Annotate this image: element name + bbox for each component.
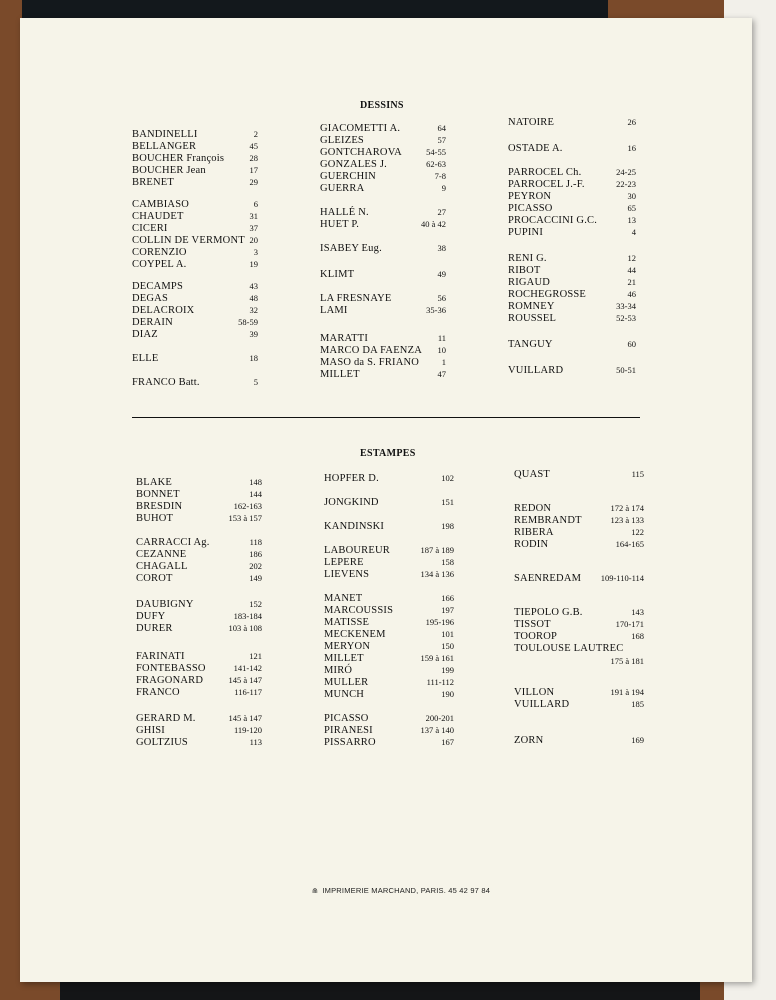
artist-name: JONGKIND [324, 497, 379, 508]
artist-name: MIRÓ [324, 665, 353, 676]
artist-name: DECAMPS [132, 281, 183, 292]
page-reference: 109-110-114 [600, 573, 644, 583]
artist-name: COYPEL A. [132, 259, 187, 270]
artist-name: PARROCEL Ch. [508, 167, 582, 178]
page-reference: 17 [249, 165, 258, 175]
page-reference: 46 [627, 289, 636, 299]
page-reference: 158 [441, 557, 454, 567]
index-entry [320, 182, 446, 195]
artist-name: GUERCHIN [320, 171, 376, 182]
page-reference: 187 à 189 [420, 545, 454, 555]
page-reference: 22-23 [616, 179, 636, 189]
page-reference: 195-196 [425, 617, 454, 627]
page-reference: 40 à 42 [420, 219, 446, 229]
artist-name: RODIN [514, 539, 549, 550]
page-reference: 166 [441, 593, 454, 603]
page-reference: 62-63 [426, 159, 446, 169]
page-reference: 26 [627, 117, 636, 127]
artist-name: PICASSO [324, 713, 369, 724]
artist-name: GONZALES J. [320, 159, 387, 170]
page-reference: 13 [627, 215, 636, 225]
artist-name: QUAST [514, 469, 551, 480]
estampes-column-1 [136, 476, 262, 756]
artist-name: MANET [324, 593, 363, 604]
index-entry [508, 226, 636, 239]
artist-name: TISSOT [514, 619, 551, 630]
index-entry [132, 352, 258, 365]
artist-name: FRANCO Batt. [132, 377, 200, 388]
artist-name: BLAKE [136, 477, 172, 488]
index-entry [324, 568, 454, 581]
index-entry [132, 376, 258, 389]
page-reference: 137 à 140 [420, 725, 454, 735]
index-entry [514, 698, 644, 711]
artist-name: BOUCHER Jean [132, 165, 206, 176]
page-reference: 37 [249, 223, 258, 233]
artist-name: BOUCHER François [132, 153, 225, 164]
page-reference: 152 [249, 599, 262, 609]
artist-name: LAMI [320, 305, 348, 316]
page-reference: 118 [249, 537, 262, 547]
printer-imprint [312, 886, 490, 895]
printer-imprint-text: IMPRIMERIE MARCHAND, PARIS. 45 42 97 84 [322, 886, 491, 895]
page-reference: 145 à 147 [228, 713, 262, 723]
page-reference: 33-34 [616, 301, 636, 311]
artist-name: ROMNEY [508, 301, 555, 312]
artist-name: PIRANESI [324, 725, 373, 736]
artist-name: MARCO DA FAENZA [320, 345, 422, 356]
artist-name: DURER [136, 623, 173, 634]
artist-name: HUET P. [320, 219, 360, 230]
index-entry [514, 572, 644, 585]
artist-name: BELLANGER [132, 141, 197, 152]
index-entry [136, 736, 262, 749]
page-reference: 52-53 [616, 313, 636, 323]
artist-name: COROT [136, 573, 173, 584]
index-entry [320, 218, 446, 231]
page-reference: 28 [249, 153, 258, 163]
page-reference: 122 [631, 527, 644, 537]
artist-name: CHAGALL [136, 561, 188, 572]
page-reference: 35-36 [426, 305, 446, 315]
page-reference: 39 [249, 329, 258, 339]
artist-name: DAUBIGNY [136, 599, 194, 610]
artist-name: VUILLARD [514, 699, 570, 710]
index-entry [508, 142, 636, 155]
page-reference: 191 à 194 [610, 687, 644, 697]
artist-name: MILLET [324, 653, 364, 664]
artist-name: GOLTZIUS [136, 737, 188, 748]
artist-name: RIBERA [514, 527, 554, 538]
page-reference: 2 [253, 129, 258, 139]
page-reference: 31 [249, 211, 258, 221]
page-reference: 145 à 147 [228, 675, 262, 685]
page-reference: 111-112 [426, 677, 454, 687]
index-entry [132, 258, 258, 271]
page-reference: 116-117 [234, 687, 262, 697]
page-reference: 27 [437, 207, 446, 217]
artist-name: OSTADE A. [508, 143, 563, 154]
artist-name: DERAIN [132, 317, 173, 328]
artist-name: KLIMT [320, 269, 355, 280]
artist-name: REDON [514, 503, 552, 514]
page-reference: 121 [249, 651, 262, 661]
page-reference: 134 à 136 [420, 569, 454, 579]
estampes-column-3 [514, 468, 644, 748]
page-reference: 24-25 [616, 167, 636, 177]
artist-name: NATOIRE [508, 117, 555, 128]
page-reference: 20 [249, 235, 258, 245]
page-reference: 197 [441, 605, 454, 615]
index-entry [132, 328, 258, 341]
dessins-column-1 [132, 128, 258, 398]
artist-name: GHISI [136, 725, 165, 736]
index-entry [136, 512, 262, 525]
artist-name: FARINATI [136, 651, 185, 662]
index-entry [320, 368, 446, 381]
index-entry [324, 736, 454, 749]
artist-name: GUERRA [320, 183, 365, 194]
page-reference: 11 [437, 333, 446, 343]
page-reference: 102 [441, 473, 454, 483]
artist-name: PEYRON [508, 191, 552, 202]
index-entry [324, 472, 454, 485]
page-reference: 47 [437, 369, 446, 379]
artist-name: TOULOUSE LAUTREC [514, 643, 624, 654]
page-reference: 169 [631, 735, 644, 745]
index-entry [514, 734, 644, 747]
artist-name: GLEIZES [320, 135, 364, 146]
page-reference: 170-171 [615, 619, 644, 629]
page-reference: 48 [249, 293, 258, 303]
index-entry [508, 338, 636, 351]
page-reference: 18 [249, 353, 258, 363]
artist-name: GIACOMETTI A. [320, 123, 401, 134]
page-reference: 172 à 174 [610, 503, 644, 513]
index-entry [324, 688, 454, 701]
page-reference: 159 à 161 [420, 653, 454, 663]
index-entry [324, 520, 454, 533]
artist-name: MERYON [324, 641, 371, 652]
artist-name: CEZANNE [136, 549, 187, 560]
page-reference: 44 [627, 265, 636, 275]
artist-name: TANGUY [508, 339, 553, 350]
page-reference: 43 [249, 281, 258, 291]
artist-name: ZORN [514, 735, 544, 746]
page-reference: 144 [249, 489, 262, 499]
page-reference: 113 [249, 737, 262, 747]
artist-name: PISSARRO [324, 737, 376, 748]
dessins-title: DESSINS [360, 100, 404, 111]
artist-name: SAENREDAM [514, 573, 582, 584]
artist-name: CORENZIO [132, 247, 187, 258]
page-reference: 16 [627, 143, 636, 153]
artist-name: MARCOUSSIS [324, 605, 394, 616]
page-reference: 21 [627, 277, 636, 287]
page-reference: 119-120 [233, 725, 262, 735]
page-reference: 3 [253, 247, 258, 257]
index-entry [514, 538, 644, 551]
artist-name: MUNCH [324, 689, 365, 700]
page-reference: 10 [437, 345, 446, 355]
page-reference: 64 [437, 123, 446, 133]
index-entry [136, 572, 262, 585]
artist-name: ELLE [132, 353, 159, 364]
page-reference: 45 [249, 141, 258, 151]
page-reference: 49 [437, 269, 446, 279]
page-reference: 54-55 [426, 147, 446, 157]
page-reference: 38 [437, 243, 446, 253]
index-entry [514, 468, 644, 481]
page-reference: 5 [253, 377, 258, 387]
index-entry [514, 642, 644, 670]
page-reference: 65 [627, 203, 636, 213]
section-divider [132, 417, 640, 418]
artist-name: BRESDIN [136, 501, 183, 512]
artist-name: FRAGONARD [136, 675, 204, 686]
artist-name: ROCHEGROSSE [508, 289, 587, 300]
page-reference: 115 [631, 469, 644, 479]
index-page [20, 18, 752, 982]
dessins-column-2 [320, 122, 446, 392]
page-reference: 151 [441, 497, 454, 507]
page-reference: 58-59 [238, 317, 258, 327]
artist-name: BANDINELLI [132, 129, 198, 140]
artist-name: ISABEY Eug. [320, 243, 382, 254]
page-reference: 1 [441, 357, 446, 367]
artist-name: REMBRANDT [514, 515, 582, 526]
artist-name: LA FRESNAYE [320, 293, 392, 304]
page-reference: 186 [249, 549, 262, 559]
page-reference: 168 [631, 631, 644, 641]
artist-name: RIBOT [508, 265, 541, 276]
artist-name: MARATTI [320, 333, 369, 344]
page-reference: 148 [249, 477, 262, 487]
page-reference: 29 [249, 177, 258, 187]
page-reference: 164-165 [615, 539, 644, 549]
page-reference: 175 à 181 [610, 656, 644, 666]
artist-name: TOOROP [514, 631, 558, 642]
page-reference: 19 [249, 259, 258, 269]
artist-name: DUFY [136, 611, 166, 622]
artist-name: LEPERE [324, 557, 364, 568]
page-reference: 141-142 [233, 663, 262, 673]
page-reference: 50-51 [616, 365, 636, 375]
artist-name: VILLON [514, 687, 555, 698]
artist-name: MILLET [320, 369, 360, 380]
artist-name: BUHOT [136, 513, 174, 524]
index-entry [320, 268, 446, 281]
artist-name: CICERI [132, 223, 168, 234]
index-entry [320, 304, 446, 317]
page-reference: 60 [627, 339, 636, 349]
artist-name: DIAZ [132, 329, 158, 340]
artist-name: RENI G. [508, 253, 547, 264]
artist-name: DEGAS [132, 293, 169, 304]
artist-name: PROCACCINI G.C. [508, 215, 598, 226]
page-reference: 162-163 [233, 501, 262, 511]
page-reference: 143 [631, 607, 644, 617]
artist-name: FRANCO [136, 687, 180, 698]
index-entry [320, 242, 446, 255]
artist-name: DELACROIX [132, 305, 195, 316]
page-reference: 198 [441, 521, 454, 531]
artist-name: MULLER [324, 677, 369, 688]
page-reference: 123 à 133 [610, 515, 644, 525]
page-reference: 6 [253, 199, 258, 209]
artist-name: PUPINI [508, 227, 544, 238]
page-reference: 200-201 [425, 713, 454, 723]
page-reference: 4 [631, 227, 636, 237]
index-entry [508, 364, 636, 377]
page-reference: 12 [627, 253, 636, 263]
artist-name: LABOUREUR [324, 545, 390, 556]
page-reference: 56 [437, 293, 446, 303]
artist-name: RIGAUD [508, 277, 551, 288]
artist-name: COLLIN DE VERMONT [132, 235, 245, 246]
artist-name: ROUSSEL [508, 313, 557, 324]
artist-name: PICASSO [508, 203, 553, 214]
estampes-title: ESTAMPES [360, 448, 416, 459]
artist-name: VUILLARD [508, 365, 564, 376]
artist-name: MECKENEM [324, 629, 386, 640]
artist-name: GERARD M. [136, 713, 196, 724]
dessins-column-3 [508, 116, 636, 386]
page-reference: 30 [627, 191, 636, 201]
index-entry [136, 622, 262, 635]
page-reference: 185 [631, 699, 644, 709]
artist-name: BONNET [136, 489, 180, 500]
page-reference: 32 [249, 305, 258, 315]
artist-name: HOPFER D. [324, 473, 379, 484]
page-reference: 103 à 108 [228, 623, 262, 633]
page-reference: 9 [441, 183, 446, 193]
index-entry [132, 176, 258, 189]
artist-name: MASO da S. FRIANO [320, 357, 420, 368]
index-entry [136, 686, 262, 699]
artist-name: BRENET [132, 177, 175, 188]
artist-name: PARROCEL J.-F. [508, 179, 585, 190]
page-reference: 183-184 [233, 611, 262, 621]
page-reference: 153 à 157 [228, 513, 262, 523]
artist-name: KANDINSKI [324, 521, 385, 532]
artist-name: MATISSE [324, 617, 370, 628]
artist-name: HALLÉ N. [320, 207, 369, 218]
page-reference: 199 [441, 665, 454, 675]
index-entry [508, 116, 636, 129]
page-reference: 190 [441, 689, 454, 699]
page-reference: 57 [437, 135, 446, 145]
artist-name: GONTCHAROVA [320, 147, 402, 158]
index-entry [508, 312, 636, 325]
page-reference: 150 [441, 641, 454, 651]
page-reference: 149 [249, 573, 262, 583]
printer-logo-icon: ⋒ [312, 888, 319, 895]
page-reference: 7-8 [434, 171, 446, 181]
index-entry [324, 496, 454, 509]
artist-name: CHAUDET [132, 211, 184, 222]
artist-name: LIEVENS [324, 569, 370, 580]
artist-name: CAMBIASO [132, 199, 190, 210]
artist-name: FONTEBASSO [136, 663, 206, 674]
page-reference: 202 [249, 561, 262, 571]
page-reference: 101 [441, 629, 454, 639]
artist-name: TIEPOLO G.B. [514, 607, 583, 618]
page-reference: 167 [441, 737, 454, 747]
estampes-column-2 [324, 472, 454, 752]
artist-name: CARRACCI Ag. [136, 537, 210, 548]
